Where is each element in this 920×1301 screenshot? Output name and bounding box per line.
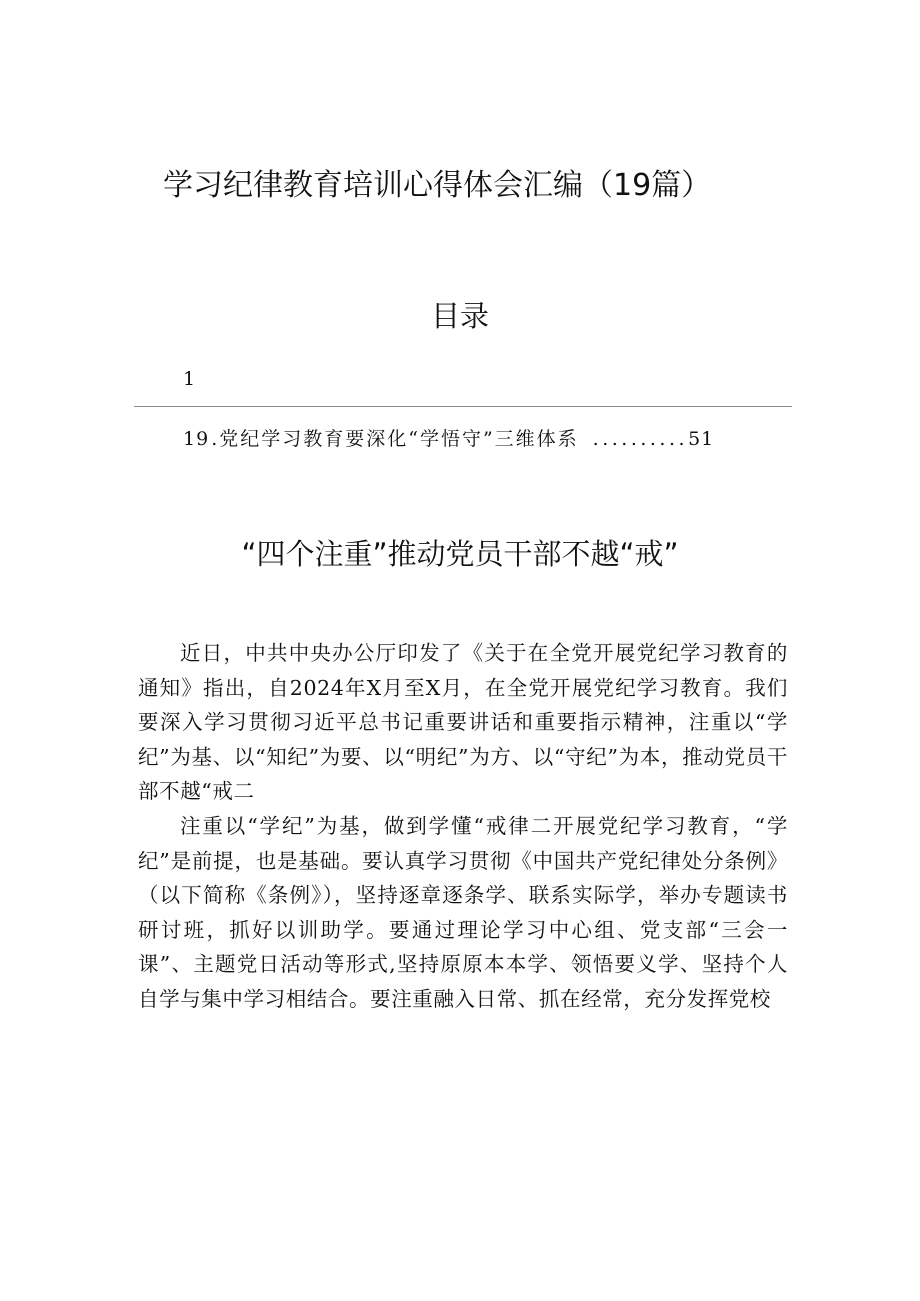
toc-heading: 目录 — [430, 299, 489, 333]
toc-first-entry: 1 — [183, 368, 196, 390]
toc-entry-leader: .......... — [592, 428, 689, 450]
toc-entry-title: .党纪学习教育要深化“学悟守”三维体系 — [211, 428, 579, 450]
article-body — [138, 636, 788, 1017]
article-paragraph-1: 近日，中共中央办公厅印发了《关于在全党开展党纪学习教育的通知》指出，自2024年X月至X月，在全党开展党纪学习教育。我们要深入学习贯彻习近平总书记重要讲话和重要指示精神，注重以“学纪”为基、以“知纪”为要、以“明纪”为方、以“守纪”为本，推动党员干部不越“戒二 — [138, 641, 788, 804]
article-title: “四个注重”推动党员干部不越“戒” — [241, 537, 679, 571]
toc-entry-number: 19 — [183, 428, 210, 450]
article-paragraph-2: 注重以“学纪”为基，做到学懂“戒律二开展党纪学习教育，“学纪”是前提，也是基础。要认真学习贯彻《中国共产党纪律处分条例》（以下简称《条例》），坚持逐章逐条学、联系实际学，举办专题读书研讨班，抓好以训助学。要通过理论学习中心组、党支部“三会一课”、主题党日活动等形式,坚持原原本本学、领悟要义学、坚持个人自学与集中学习相结合。要注重融入日常、抓在经常，充分发挥党校 — [138, 813, 788, 1011]
toc-entry[interactable] — [183, 424, 783, 451]
document-title: 学习纪律教育培训心得体会汇编（19篇） — [163, 168, 712, 203]
toc-divider — [134, 406, 792, 407]
toc-entry-page: 51 — [688, 428, 715, 450]
